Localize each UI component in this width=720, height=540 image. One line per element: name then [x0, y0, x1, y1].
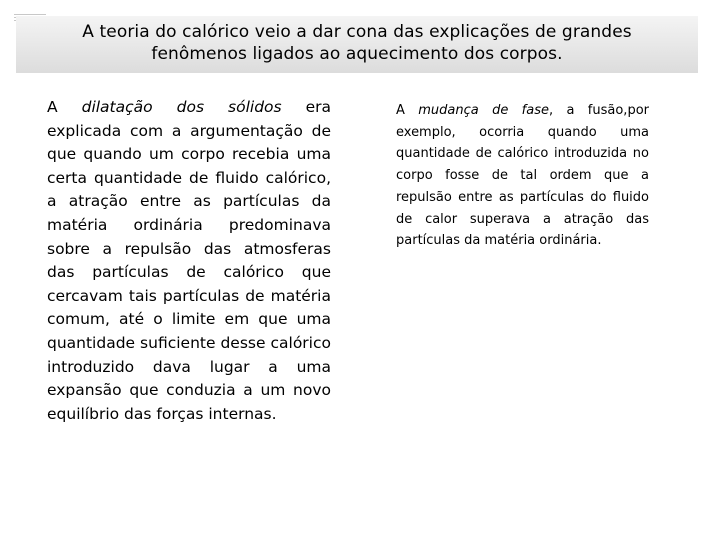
left-paragraph-emphasis: dilatação dos sólidos — [81, 98, 282, 116]
right-paragraph-body: , a fusão,por exemplo, ocorria quando uma quantidade de calórico introduzida no corpo fosse de tal ordem que a repulsão entre as partículas do fluido de calor superava a atração das partículas da matéria ordinária. — [396, 103, 649, 249]
right-paragraph-lead: A — [396, 103, 419, 118]
left-paragraph — [47, 96, 331, 426]
left-paragraph-lead: A — [47, 98, 82, 116]
title-line-2: fenômenos ligados ao aquecimento dos corpos. — [151, 44, 563, 64]
right-paragraph-emphasis: mudança de fase — [418, 103, 549, 118]
title-line-1: A teoria do calórico veio a dar cona das explicações de grandes — [82, 22, 632, 42]
title-banner — [16, 16, 698, 73]
left-column — [47, 96, 331, 426]
right-column — [396, 100, 649, 252]
right-paragraph — [396, 100, 649, 252]
left-paragraph-body: era explicada com a argumentação de que quando um corpo recebia uma certa quantidade de fluido calórico, a atração entre as partículas da matéria ordinária predominava sobre a repulsão das atmosferas das partículas de calórico que cercavam tais partículas de matéria comum, até o limite em que uma quantidade suficiente desse calórico introduzido dava lugar a uma expansão que conduzia a um novo equilíbrio das forças internas. — [47, 98, 331, 423]
